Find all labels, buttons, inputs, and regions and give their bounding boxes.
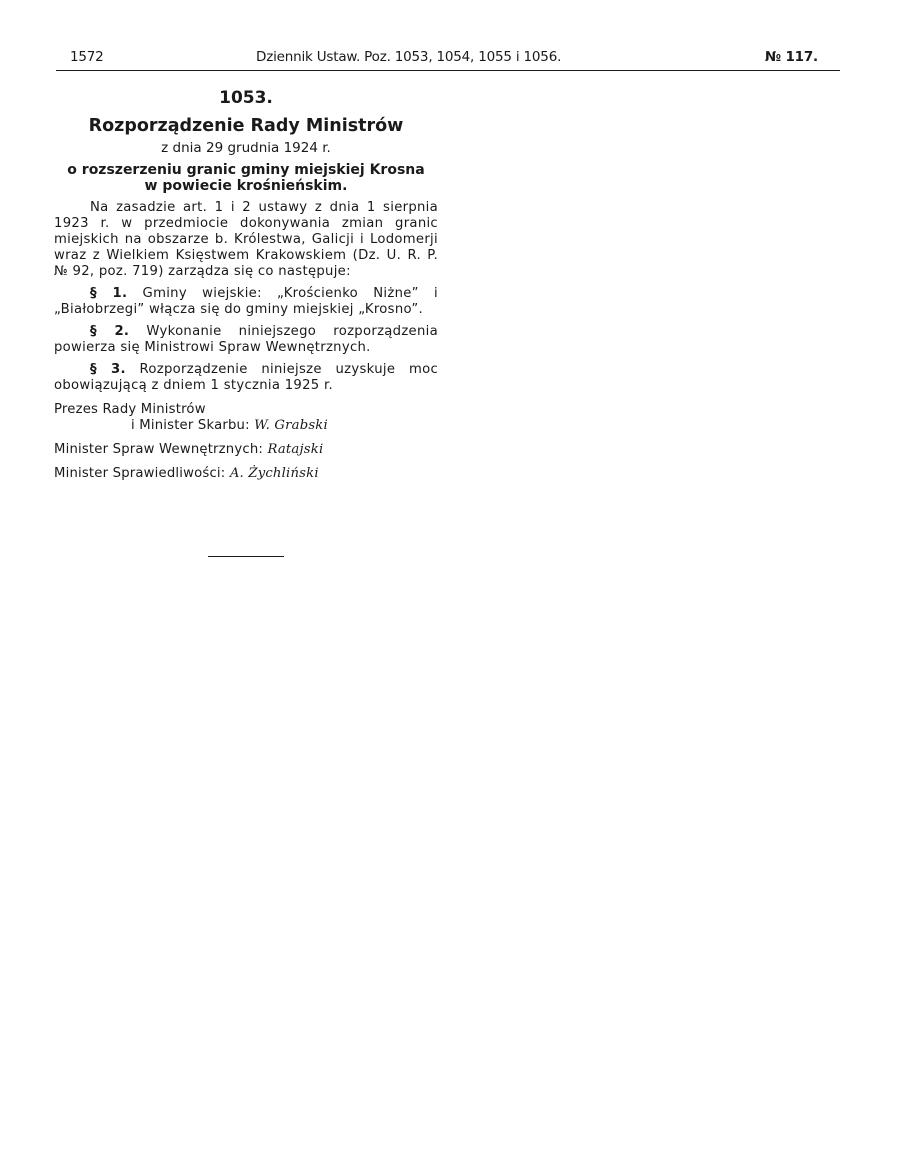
- justice-name: A. Żychliński: [229, 466, 319, 481]
- paragraph-1-text: Gminy wiejskie: „Krościenko Niżne” i „Białobrzegi” włącza się do gminy miejskiej „Krosno”.: [54, 286, 438, 317]
- act-title: Rozporządzenie Rady Ministrów: [88, 116, 404, 136]
- signature-interior: [54, 442, 438, 458]
- act-number: 1053.: [219, 88, 273, 108]
- preamble: Na zasadzie art. 1 i 2 ustawy z dnia 1 sierpnia 1923 r. w przedmiocie dokonywania zmian granic miejskich na obszarze b. Królestwa, Galicji i Lodomerji wraz z Wielkiem Księstwem Krakowskiem (Dz. U. R. P. № 92, poz. 719) zarządza się co następuje:: [54, 200, 438, 279]
- act-subtitle: [54, 162, 438, 194]
- paragraph-3-text: Rozporządzenie niniejsze uzyskuje moc obowiązującą z dniem 1 stycznia 1925 r.: [54, 362, 439, 393]
- act-date: z dnia 29 grudnia 1924 r.: [161, 140, 331, 156]
- paragraph-1-label: § 1.: [90, 286, 128, 301]
- page-number: 1572: [70, 49, 104, 65]
- end-rule: [208, 556, 284, 557]
- prezes-role-text: i Minister Skarbu:: [131, 418, 250, 433]
- prezes-role-line-2: [54, 418, 438, 434]
- prezes-role-line-1: Prezes Rady Ministrów: [54, 402, 206, 417]
- paragraph-2-text: Wykonanie niniejszego rozporządzenia powierza się Ministrowi Spraw Wewnętrznych.: [54, 324, 438, 355]
- signature-justice: [54, 466, 438, 482]
- paragraph-2-label: § 2.: [90, 324, 130, 339]
- interior-name: Ratajski: [267, 442, 324, 457]
- prezes-name: W. Grabski: [254, 418, 328, 433]
- paragraph-3-label: § 3.: [90, 362, 126, 377]
- interior-role: Minister Spraw Wewnętrznych:: [54, 442, 264, 457]
- act-subtitle-line-2: w powiecie krośnieńskim.: [144, 178, 348, 194]
- act-subtitle-line-1: o rozszerzeniu granic gminy miejskiej Krosna: [67, 162, 425, 178]
- issue-number: № 117.: [764, 49, 818, 65]
- journal-title: Dziennik Ustaw. Poz. 1053, 1054, 1055 i 1056.: [256, 49, 562, 65]
- paragraph-1: [54, 286, 438, 318]
- page-header: [56, 49, 836, 71]
- header-rule: [56, 70, 840, 71]
- justice-role: Minister Sprawiedliwości:: [54, 466, 226, 481]
- paragraph-3: [54, 362, 438, 394]
- act-column: [54, 84, 438, 482]
- signature-prezes: [54, 402, 438, 434]
- paragraph-2: [54, 324, 438, 356]
